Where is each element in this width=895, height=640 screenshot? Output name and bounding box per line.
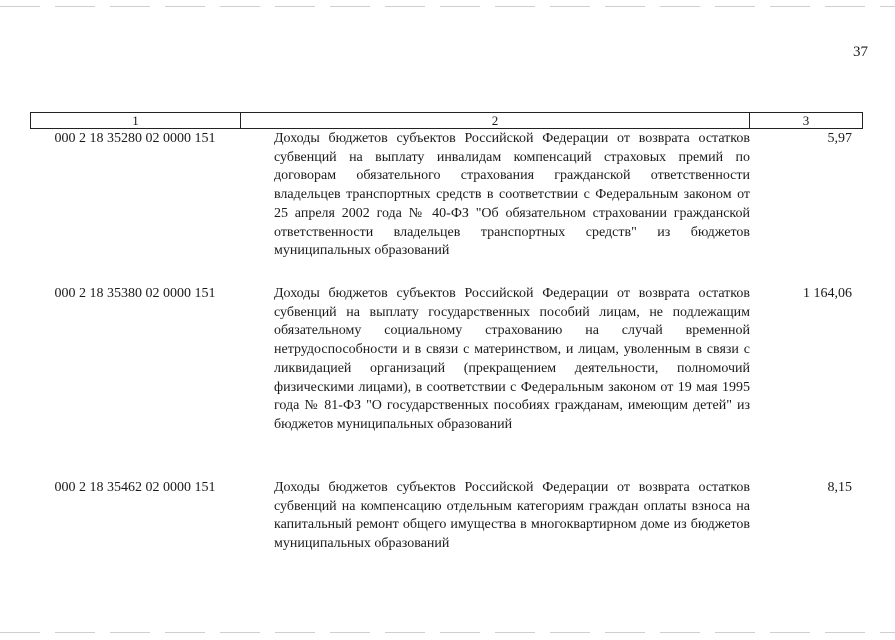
header-col-2: 2 (241, 113, 750, 128)
revenue-description: Доходы бюджетов субъектов Российской Федерации от возврата остатков субвенций на выплату государственных пособий лицам, не подлежащим обязательному социальному страхованию на случай временной нетрудоспособности и в связи с материнством, и лицам, уволенным в связи с ликвидацией организаций (прекращением деятельности, полномочий физическими лицами), в соответствии с Федеральным законом от 19 мая 1995 года № 81-ФЗ "О государственных пособиях гражданам, имеющим детей" из бюджетов муниципальных образований (274, 286, 750, 432)
revenue-description: Доходы бюджетов субъектов Российской Федерации от возврата остатков субвенций на компенсацию отдельным категориям граждан оплаты взноса на капитальный ремонт общего имущества в многоквартирном доме из бюджетов муниципальных образований (274, 480, 750, 552)
table-header (30, 112, 863, 129)
scan-artifact-top (0, 6, 895, 7)
page-number: 37 (853, 44, 868, 60)
table-row (30, 479, 863, 554)
table-row (30, 285, 863, 435)
revenue-description: Доходы бюджетов субъектов Российской Федерации от возврата остатков субвенций на выплату инвалидам компенсаций страховых премий по договорам обязательного страхования гражданской ответственности владельцев транспортных средств в соответствии с Федеральным законом от 25 апреля 2002 года № 40-ФЗ "Об обязательном страховании гражданской ответственности владельцев транспортных средств" из бюджетов муниципальных образований (274, 131, 750, 259)
revenue-amount: 5,97 (827, 131, 852, 146)
header-col-3: 3 (802, 113, 810, 128)
revenue-amount: 8,15 (827, 480, 852, 495)
revenue-code: 000 2 18 35380 02 0000 151 (54, 286, 216, 301)
scan-artifact-bottom (0, 632, 895, 633)
revenue-code: 000 2 18 35462 02 0000 151 (54, 480, 216, 495)
header-col-1: 1 (31, 113, 241, 128)
revenue-amount: 1 164,06 (803, 286, 852, 301)
table-row (30, 130, 863, 261)
revenue-code: 000 2 18 35280 02 0000 151 (54, 131, 216, 146)
